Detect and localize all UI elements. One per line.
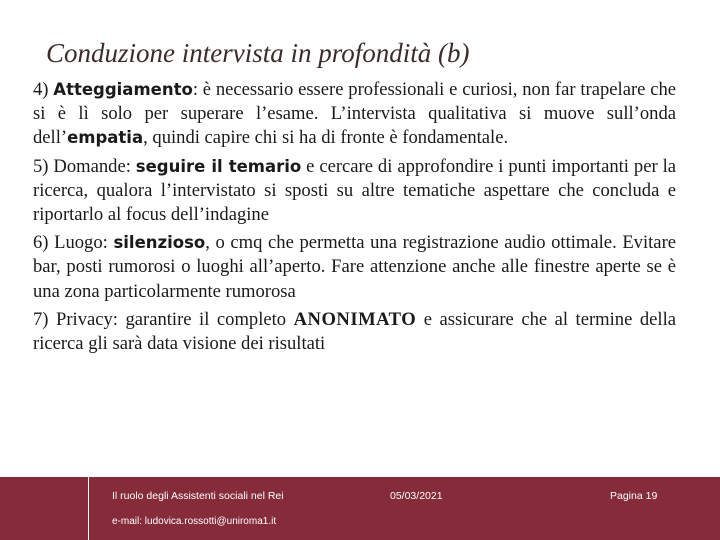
footer-course: Il ruolo degli Assistenti sociali nel Rei: [112, 490, 284, 502]
paragraph-text: , quindi capire chi si ha di fronte è fondamentale.: [143, 127, 509, 149]
paragraph-place: [33, 231, 676, 304]
keyword-bold: Atteggiamento: [53, 80, 193, 99]
keyword-bold: seguire il temario: [135, 156, 302, 176]
paragraph-privacy: [33, 308, 676, 356]
keyword-bold: empatia: [67, 128, 144, 148]
paragraph-text: , o cmq che permetta una registrazione audio ottimale. Evitare bar, posti rumorosi o luoghi all’aperto. Fare attenzione anche alle finestre aperte se è una zona particolarmente rumorosa: [33, 232, 677, 302]
keyword-bold: silenzioso: [113, 233, 206, 253]
paragraph-questions: [33, 155, 676, 228]
footer-bar: [0, 477, 720, 540]
paragraph-attitude: [33, 78, 676, 151]
paragraph-number: 6) Luogo:: [33, 232, 114, 254]
footer-email[interactable]: e-mail: ludovica.rossotti@uniroma1.it: [112, 516, 277, 527]
slide-body: [33, 78, 676, 360]
footer-date: 05/03/2021: [390, 490, 443, 502]
keyword-bold: ANONIMATO: [293, 308, 417, 330]
footer-page-number: Pagina 19: [610, 490, 658, 502]
slide-title: Conduzione intervista in profondità (b): [46, 38, 470, 68]
paragraph-text: : è necessario essere professionali e curiosi, non far trapelare che si è lì solo per superare l’esame. L’intervista qualitativa si muove sull’onda dell’: [33, 79, 676, 149]
paragraph-text: e assicurare che al termine della ricerca gli sarà data visione dei risultati: [33, 308, 676, 355]
paragraph-text: e cercare di approfondire i punti importanti per la ricerca, qualora l’intervistato si sposti su altre tematiche aspettare che concluda e riportarlo al focus dell’indagine: [33, 155, 676, 226]
footer-divider: [88, 477, 89, 540]
paragraph-number: 5) Domande:: [33, 155, 136, 177]
paragraph-number: 4): [33, 79, 54, 100]
paragraph-number: 7) Privacy: garantire il completo: [33, 308, 294, 330]
